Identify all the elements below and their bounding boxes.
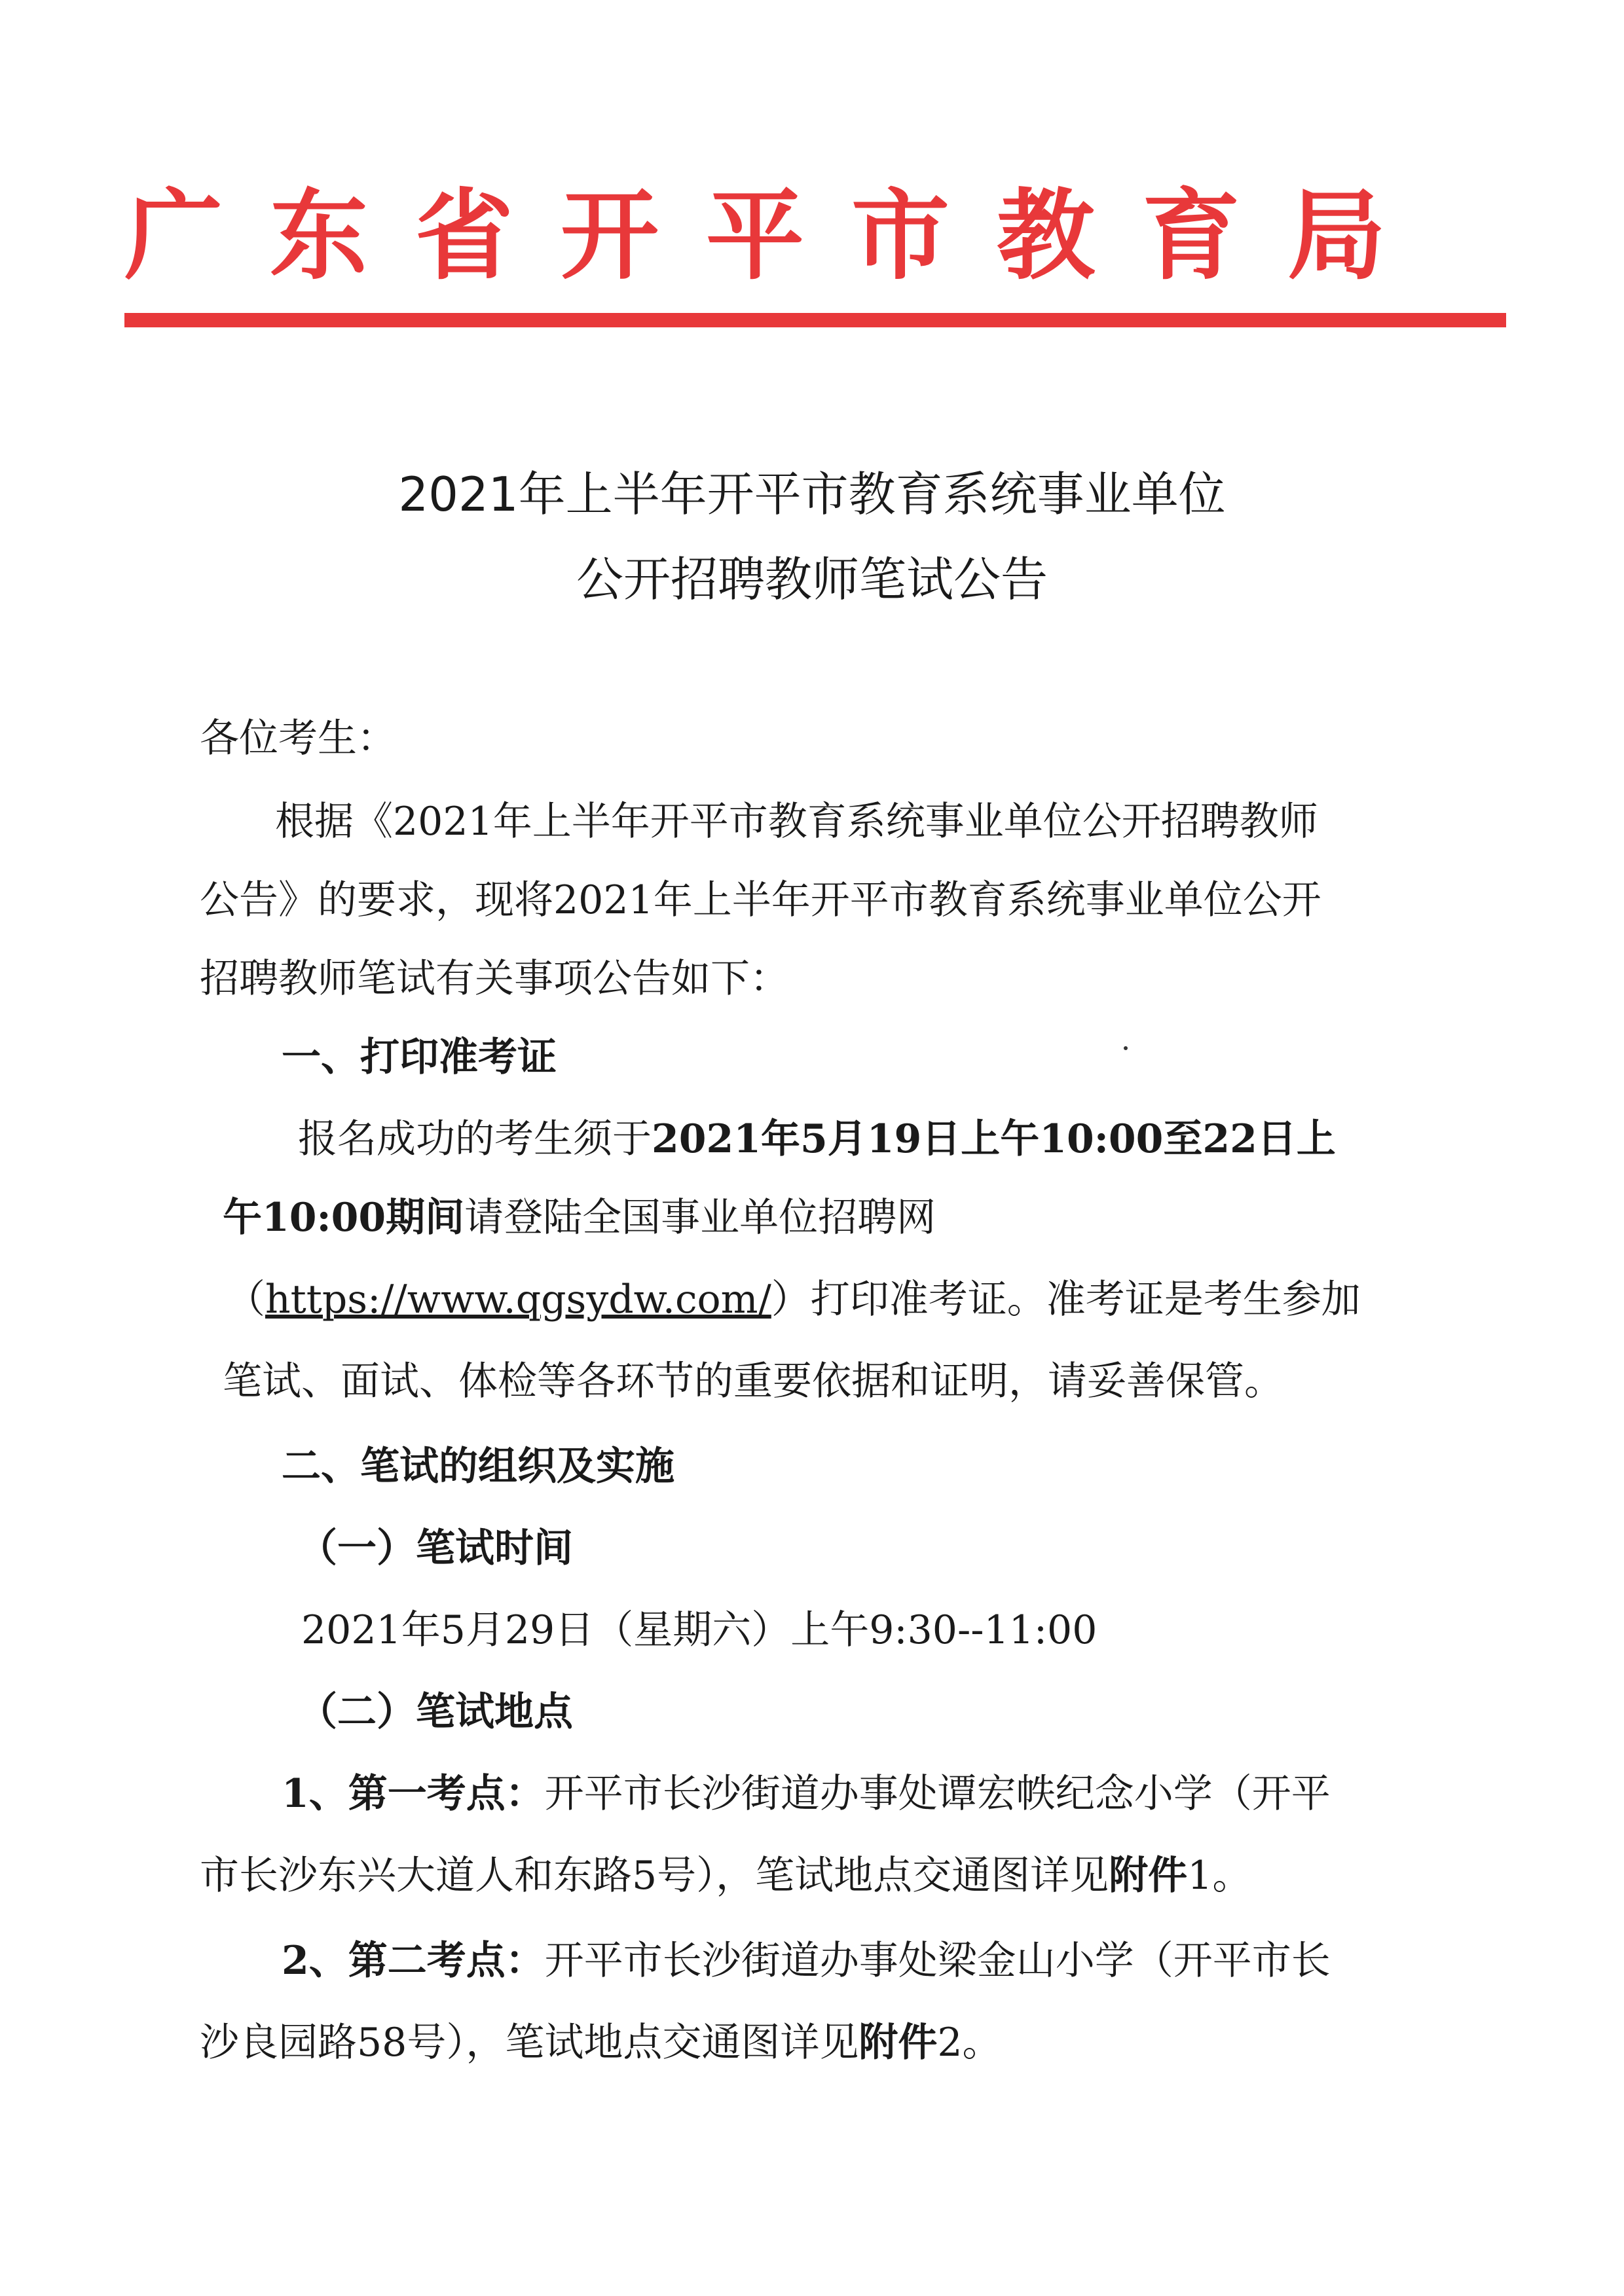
attachment-1-ref: 附件 bbox=[1109, 1853, 1188, 1899]
text-segment: 市长沙东兴大道人和东路5号），笔试地点交通图详见 bbox=[200, 1853, 1109, 1899]
text-segment: 1。 bbox=[1187, 1853, 1252, 1899]
text-segment: 开平市长沙街道办事处梁金山小学（开平市长 bbox=[544, 1938, 1331, 1984]
exam-site-2-line-2 bbox=[200, 2010, 1002, 2075]
text-segment: 2。 bbox=[937, 2020, 1002, 2066]
section-1-paragraph-line-2 bbox=[223, 1185, 936, 1250]
exam-site-1-line-2 bbox=[200, 1843, 1251, 1908]
intro-line-3: 招聘教师笔试有关事项公告如下： bbox=[200, 956, 789, 1002]
text-segment: ）打印准考证。准考证是考生参加 bbox=[771, 1277, 1361, 1322]
letterhead-red-rule bbox=[124, 313, 1506, 327]
attachment-2-ref: 附件 bbox=[858, 2020, 938, 2066]
date-range-start: 2021年5月19日上午10:00至22日上 bbox=[652, 1116, 1336, 1162]
subsection-exam-time-heading: （一）笔试时间 bbox=[298, 1525, 573, 1571]
exam-site-1-line-1 bbox=[282, 1761, 1331, 1827]
exam-site-2-label: 2、第二考点： bbox=[282, 1938, 545, 1984]
subsection-exam-location-heading: （二）笔试地点 bbox=[298, 1689, 573, 1735]
intro-line-2: 公告》的要求，现将2021年上半年开平市教育系统事业单位公开 bbox=[200, 877, 1321, 923]
exam-time-text: 2021年5月29日（星期六）上午9:30--11:00 bbox=[301, 1607, 1098, 1653]
exam-site-2-line-1 bbox=[282, 1928, 1331, 1994]
letterhead-org-name: 广东省开平市教育局 bbox=[124, 178, 1433, 293]
section-1-heading: 一、打印准考证 bbox=[282, 1034, 557, 1080]
exam-site-1-label: 1、第一考点： bbox=[282, 1771, 545, 1817]
intro-line-1: 根据《2021年上半年开平市教育系统事业单位公开招聘教师 bbox=[275, 799, 1318, 845]
text-segment: 报名成功的考生须于 bbox=[298, 1116, 652, 1162]
section-1-paragraph-line-1 bbox=[298, 1106, 1336, 1172]
text-segment: （ bbox=[226, 1277, 265, 1322]
document-title-line-2: 公开招聘教师笔试公告 bbox=[576, 552, 1048, 607]
recruitment-website-link[interactable]: https://www.qgsydw.com/ bbox=[265, 1277, 771, 1322]
date-range-end: 午10:00期间 bbox=[223, 1195, 465, 1241]
text-segment: 请登陆全国事业单位招聘网 bbox=[464, 1195, 936, 1241]
section-1-paragraph-line-3 bbox=[226, 1267, 1361, 1332]
text-segment: 开平市长沙街道办事处谭宏帙纪念小学（开平 bbox=[544, 1771, 1331, 1817]
section-1-paragraph-line-4: 笔试、面试、体检等各环节的重要依据和证明，请妥善保管。 bbox=[223, 1358, 1283, 1404]
scan-speck bbox=[1124, 1046, 1128, 1050]
document-title-line-1: 2021年上半年开平市教育系统事业单位 bbox=[398, 467, 1226, 522]
salutation: 各位考生： bbox=[200, 716, 396, 761]
section-2-heading: 二、笔试的组织及实施 bbox=[282, 1444, 674, 1489]
text-segment: 沙良园路58号），笔试地点交通图详见 bbox=[200, 2020, 859, 2066]
